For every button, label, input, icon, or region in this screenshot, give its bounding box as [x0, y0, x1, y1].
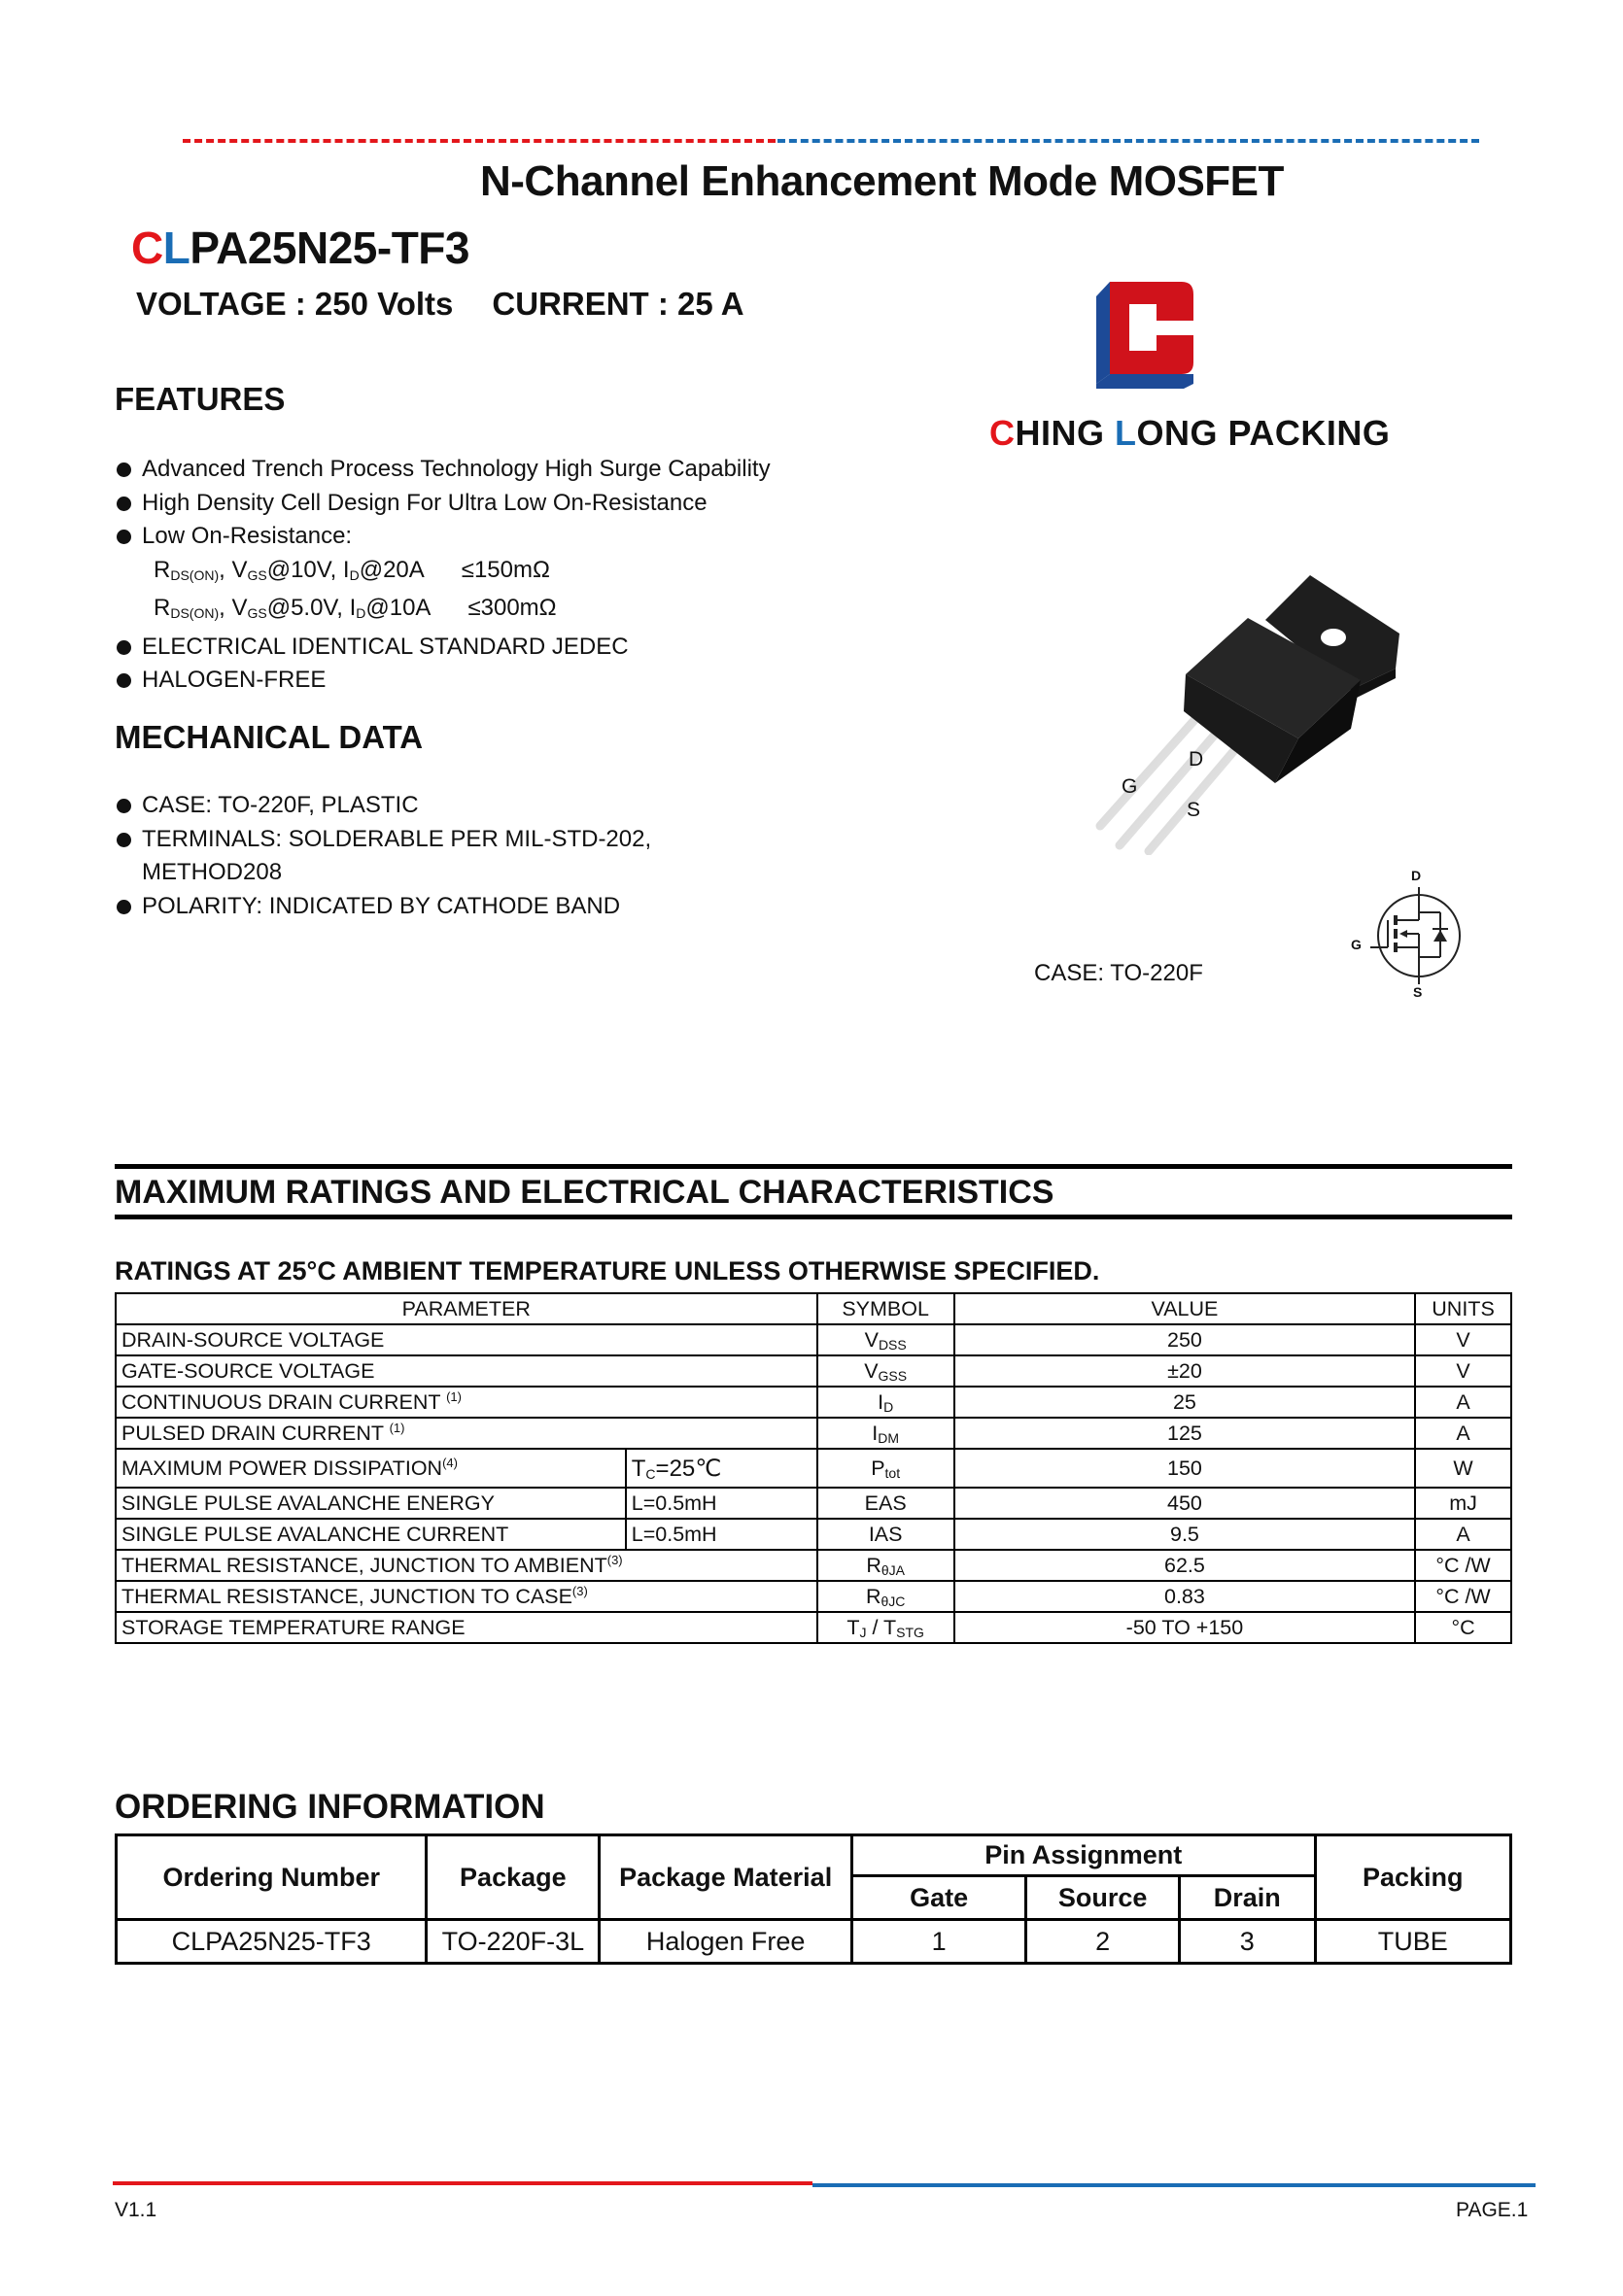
units-cell: V — [1415, 1324, 1511, 1355]
value-cell: 250 — [954, 1324, 1415, 1355]
col-gate: Gate — [852, 1876, 1026, 1920]
col-units: UNITS — [1415, 1293, 1511, 1324]
symbol-cell: $V_{DSS}$ — [817, 1324, 954, 1355]
feature-item: ELECTRICAL IDENTICAL STANDARD JEDEC — [115, 631, 771, 665]
units-cell: °C /W — [1415, 1550, 1511, 1581]
feature-item: Advanced Trench Process Technology High Surge Capability — [115, 453, 771, 487]
rds-line: $R_{DS(ON)}$, $V_{GS}@5.0V$, $I_D@10A \le 300m\Omega$ — [154, 595, 557, 621]
footer-page: PAGE.1 — [1456, 2199, 1529, 2221]
schematic-label-d: D — [1411, 868, 1422, 883]
mosfet-schematic-icon — [1351, 870, 1468, 1001]
feature-item: High Density Cell Design For Ultra Low On-Resistance — [115, 487, 771, 521]
symbol-cell: IAS — [817, 1519, 954, 1550]
value-cell: ±20 — [954, 1355, 1415, 1387]
part-number-c: C — [131, 223, 163, 273]
brand-name-rest: ONG PACKING — [1136, 413, 1391, 453]
value-cell: 62.5 — [954, 1550, 1415, 1581]
ratings-header-row — [116, 1293, 1511, 1324]
header-rule-blue — [777, 139, 1479, 143]
feature-item: Low On-Resistance: — [115, 520, 771, 554]
param-cell: GATE-SOURCE VOLTAGE — [116, 1355, 817, 1387]
mechanical-item-continuation: METHOD208 — [142, 859, 283, 885]
case-label: CASE: TO-220F — [1034, 960, 1203, 986]
units-cell: A — [1415, 1418, 1511, 1449]
mechanical-item: CASE: TO-220F, PLASTIC — [115, 789, 651, 823]
param-cell: SINGLE PULSE AVALANCHE CURRENT — [116, 1519, 626, 1550]
mechanical-list — [115, 789, 651, 923]
col-package-material: Package Material — [600, 1835, 852, 1920]
brand-name-l: L — [1115, 413, 1137, 453]
features-list — [115, 453, 771, 698]
param-cell: STORAGE TEMPERATURE RANGE — [116, 1612, 817, 1643]
package-material-cell: Halogen Free — [600, 1920, 852, 1964]
col-ordering-number: Ordering Number — [117, 1835, 427, 1920]
col-package: Package — [427, 1835, 600, 1920]
col-drain: Drain — [1179, 1876, 1315, 1920]
current-rating: CURRENT : 25 A — [492, 286, 744, 322]
rating-summary — [136, 286, 783, 323]
table-row — [116, 1324, 1511, 1355]
value-cell: 125 — [954, 1418, 1415, 1449]
brand-name-c: C — [989, 413, 1016, 453]
table-row — [116, 1418, 1511, 1449]
pin-label-g: G — [1122, 775, 1138, 798]
units-cell: °C /W — [1415, 1581, 1511, 1612]
mechanical-item: POLARITY: INDICATED BY CATHODE BAND — [115, 890, 651, 924]
param-cell: THERMAL RESISTANCE, JUNCTION TO AMBIENT$^{(3)}$ — [116, 1550, 817, 1581]
packing-cell: TUBE — [1315, 1920, 1510, 1964]
drain-pin-cell: 3 — [1179, 1920, 1315, 1964]
value-cell: 9.5 — [954, 1519, 1415, 1550]
symbol-cell: $R_{\theta JA}$ — [817, 1550, 954, 1581]
symbol-cell: $V_{GSS}$ — [817, 1355, 954, 1387]
source-pin-cell: 2 — [1026, 1920, 1180, 1964]
rds-line: $R_{DS(ON)}$, $V_{GS}@10V$, $I_D@20A \le 150m\Omega$ — [154, 556, 550, 583]
col-source: Source — [1026, 1876, 1180, 1920]
ordering-table — [115, 1833, 1512, 1965]
footer-rule-blue — [812, 2183, 1536, 2187]
symbol-cell: $I_{DM}$ — [817, 1418, 954, 1449]
value-cell: 25 — [954, 1387, 1415, 1418]
section-rule-bottom — [115, 1215, 1512, 1219]
ordering-title: ORDERING INFORMATION — [115, 1788, 545, 1826]
table-row — [116, 1612, 1511, 1643]
col-pin-assignment: Pin Assignment — [852, 1835, 1315, 1876]
pin-label-s: S — [1187, 799, 1201, 821]
rds-limit: ≤300mΩ — [467, 595, 557, 621]
ratings-table — [115, 1292, 1512, 1644]
param-cell: MAXIMUM POWER DISSIPATION$^{(4)}$ — [116, 1449, 626, 1488]
rds-limit: ≤150mΩ — [461, 556, 550, 583]
table-row — [116, 1581, 1511, 1612]
header-rule-red — [183, 139, 776, 143]
units-cell: A — [1415, 1519, 1511, 1550]
voltage-rating: VOLTAGE : 250 Volts — [136, 286, 454, 322]
param-cell: THERMAL RESISTANCE, JUNCTION TO CASE$^{(3)}$ — [116, 1581, 817, 1612]
value-cell: 450 — [954, 1488, 1415, 1519]
table-row — [116, 1355, 1511, 1387]
document-title: N-Channel Enhancement Mode MOSFET — [480, 157, 1284, 205]
feature-item: HALOGEN-FREE — [115, 664, 771, 698]
schematic-label-s: S — [1413, 984, 1423, 1000]
units-cell: W — [1415, 1449, 1511, 1488]
symbol-cell: EAS — [817, 1488, 954, 1519]
condition-cell: L=0.5mH — [626, 1488, 817, 1519]
section-rule-top — [115, 1164, 1512, 1169]
param-cell: PULSED DRAIN CURRENT $^{(1)}$ — [116, 1418, 817, 1449]
to220f-package-image — [1069, 554, 1399, 855]
brand-logo-icon — [1096, 277, 1203, 389]
table-row — [117, 1920, 1511, 1964]
units-cell: mJ — [1415, 1488, 1511, 1519]
brand-name — [989, 413, 1390, 454]
ratings-note: RATINGS AT 25°C AMBIENT TEMPERATURE UNLESS OTHERWISE SPECIFIED. — [115, 1256, 1100, 1285]
units-cell: A — [1415, 1387, 1511, 1418]
value-cell: 0.83 — [954, 1581, 1415, 1612]
mechanical-item: TERMINALS: SOLDERABLE PER MIL-STD-202, — [115, 823, 651, 857]
ordering-number-cell: CLPA25N25-TF3 — [117, 1920, 427, 1964]
value-cell: 150 — [954, 1449, 1415, 1488]
table-row — [116, 1449, 1511, 1488]
gate-pin-cell: 1 — [852, 1920, 1026, 1964]
table-row — [116, 1387, 1511, 1418]
param-cell: DRAIN-SOURCE VOLTAGE — [116, 1324, 817, 1355]
footer-rule-red — [113, 2181, 812, 2185]
part-number — [131, 222, 469, 274]
condition-cell: L=0.5mH — [626, 1519, 817, 1550]
condition-cell: $T_C=25℃$ — [626, 1449, 817, 1488]
part-number-l: L — [162, 223, 190, 273]
symbol-cell: $R_{\theta JC}$ — [817, 1581, 954, 1612]
table-row — [116, 1488, 1511, 1519]
units-cell: V — [1415, 1355, 1511, 1387]
symbol-cell: $I_D$ — [817, 1387, 954, 1418]
col-packing: Packing — [1315, 1835, 1510, 1920]
table-row — [116, 1519, 1511, 1550]
schematic-label-g: G — [1351, 937, 1362, 952]
symbol-cell: $P_{tot}$ — [817, 1449, 954, 1488]
param-cell: SINGLE PULSE AVALANCHE ENERGY — [116, 1488, 626, 1519]
col-value: VALUE — [954, 1293, 1415, 1324]
mechanical-heading: MECHANICAL DATA — [115, 719, 424, 755]
footer-version: V1.1 — [115, 2199, 157, 2221]
symbol-cell: $T_J / T_{STG}$ — [817, 1612, 954, 1643]
value-cell: -50 TO +150 — [954, 1612, 1415, 1643]
ratings-section-title: MAXIMUM RATINGS AND ELECTRICAL CHARACTERISTICS — [115, 1174, 1054, 1211]
col-parameter: PARAMETER — [116, 1293, 817, 1324]
col-symbol: SYMBOL — [817, 1293, 954, 1324]
package-cell: TO-220F-3L — [427, 1920, 600, 1964]
table-row — [116, 1550, 1511, 1581]
brand-name-mid: HING — [1015, 413, 1116, 453]
param-cell: CONTINUOUS DRAIN CURRENT $^{(1)}$ — [116, 1387, 817, 1418]
units-cell: °C — [1415, 1612, 1511, 1643]
features-heading: FEATURES — [115, 381, 286, 417]
part-number-rest: PA25N25-TF3 — [190, 223, 469, 273]
pin-label-d: D — [1189, 748, 1204, 771]
